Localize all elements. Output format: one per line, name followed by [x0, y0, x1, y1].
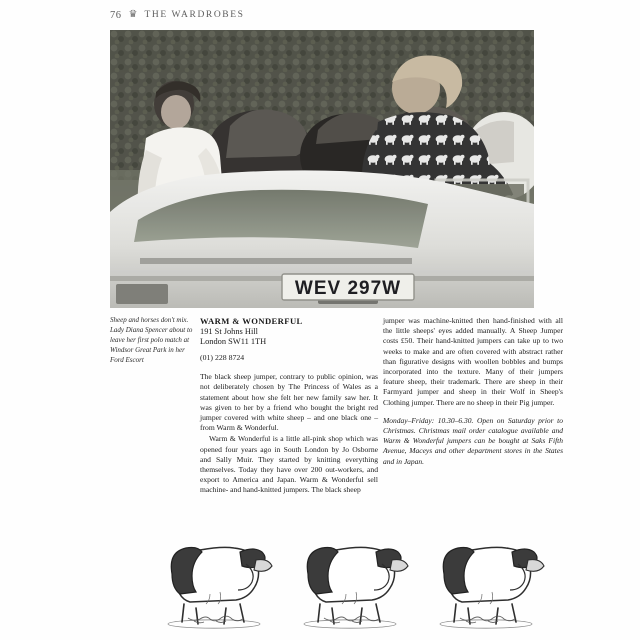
photograph-content	[110, 30, 534, 308]
business-name: WARM & WONDERFUL	[200, 316, 303, 326]
sheep-drawing-3	[422, 532, 550, 636]
sheep-illustration	[150, 532, 278, 636]
sheep-drawing-2	[286, 532, 414, 636]
sheep-drawings	[150, 532, 550, 636]
sheep-illustration	[286, 532, 414, 636]
running-title: THE WARDROBES	[144, 10, 245, 20]
body-paragraph-2: Warm & Wonderful is a little all-pink shop which was opened four years ago in South London by Jo Osborne and Sally Muir. They started by knitting everything themselves. Today they have over 200 out-workers, and export to America and Japan. Warm & Wonderful sell machine- and hand-knitted jumpers. The black sheep	[200, 434, 378, 495]
business-address-line-1: 191 St Johns Hill	[200, 326, 258, 336]
body-column	[383, 316, 563, 474]
running-head	[110, 8, 530, 22]
business-phone: (01) 228 8724	[200, 352, 245, 362]
opening-hours: Monday–Friday: 10.30–6.30. Open on Saturday prior to Christmas. Christmas mail order catalogue available and Warm & Wonderful jumpers can be bought at Saks Fifth Avenue, Maceys and other department stores in the States and in Japan.	[383, 415, 563, 466]
page-number: 76	[110, 9, 122, 21]
body-paragraph-1: The black sheep jumper, contrary to public opinion, was not deliberately chosen by The Princess of Wales as a statement about how she felt her new family saw her. It was given to her by a friend who bought the bright red jumper covered with white sheep – and one black one – from Warm & Wonderful.	[200, 372, 378, 433]
business-address-line-2: London SW11 1TH	[200, 337, 267, 347]
sheep-illustration	[422, 532, 550, 636]
svg-text:WEV 297W: WEV 297W	[294, 278, 402, 299]
body-paragraph-3: jumper was machine-knitted then hand-finished with all the little sheeps' eyes added manually. A Sheep Jumper costs £50. Their hand-knitted jumpers can take up to two weeks to make and are often covered with abstract rather than figurative designs with woollen bobbles and bumps incorporated into the texture. Many of their jumpers feature sheep, their trademark. There are sheep in their Farmyard jumper and sheep in their Wolf in Sheep's Clothing jumper. There are no sheep in their Pig jumper.	[383, 316, 563, 407]
polo-match-photograph	[110, 30, 534, 308]
crown-icon: ♛	[128, 9, 138, 20]
sheep-drawing-1	[150, 532, 278, 636]
listing-column	[200, 316, 378, 496]
photo-caption: Sheep and horses don't mix. Lady Diana Spencer about to leave her first polo match at Windsor Great Park in her Ford Escort	[110, 316, 193, 364]
